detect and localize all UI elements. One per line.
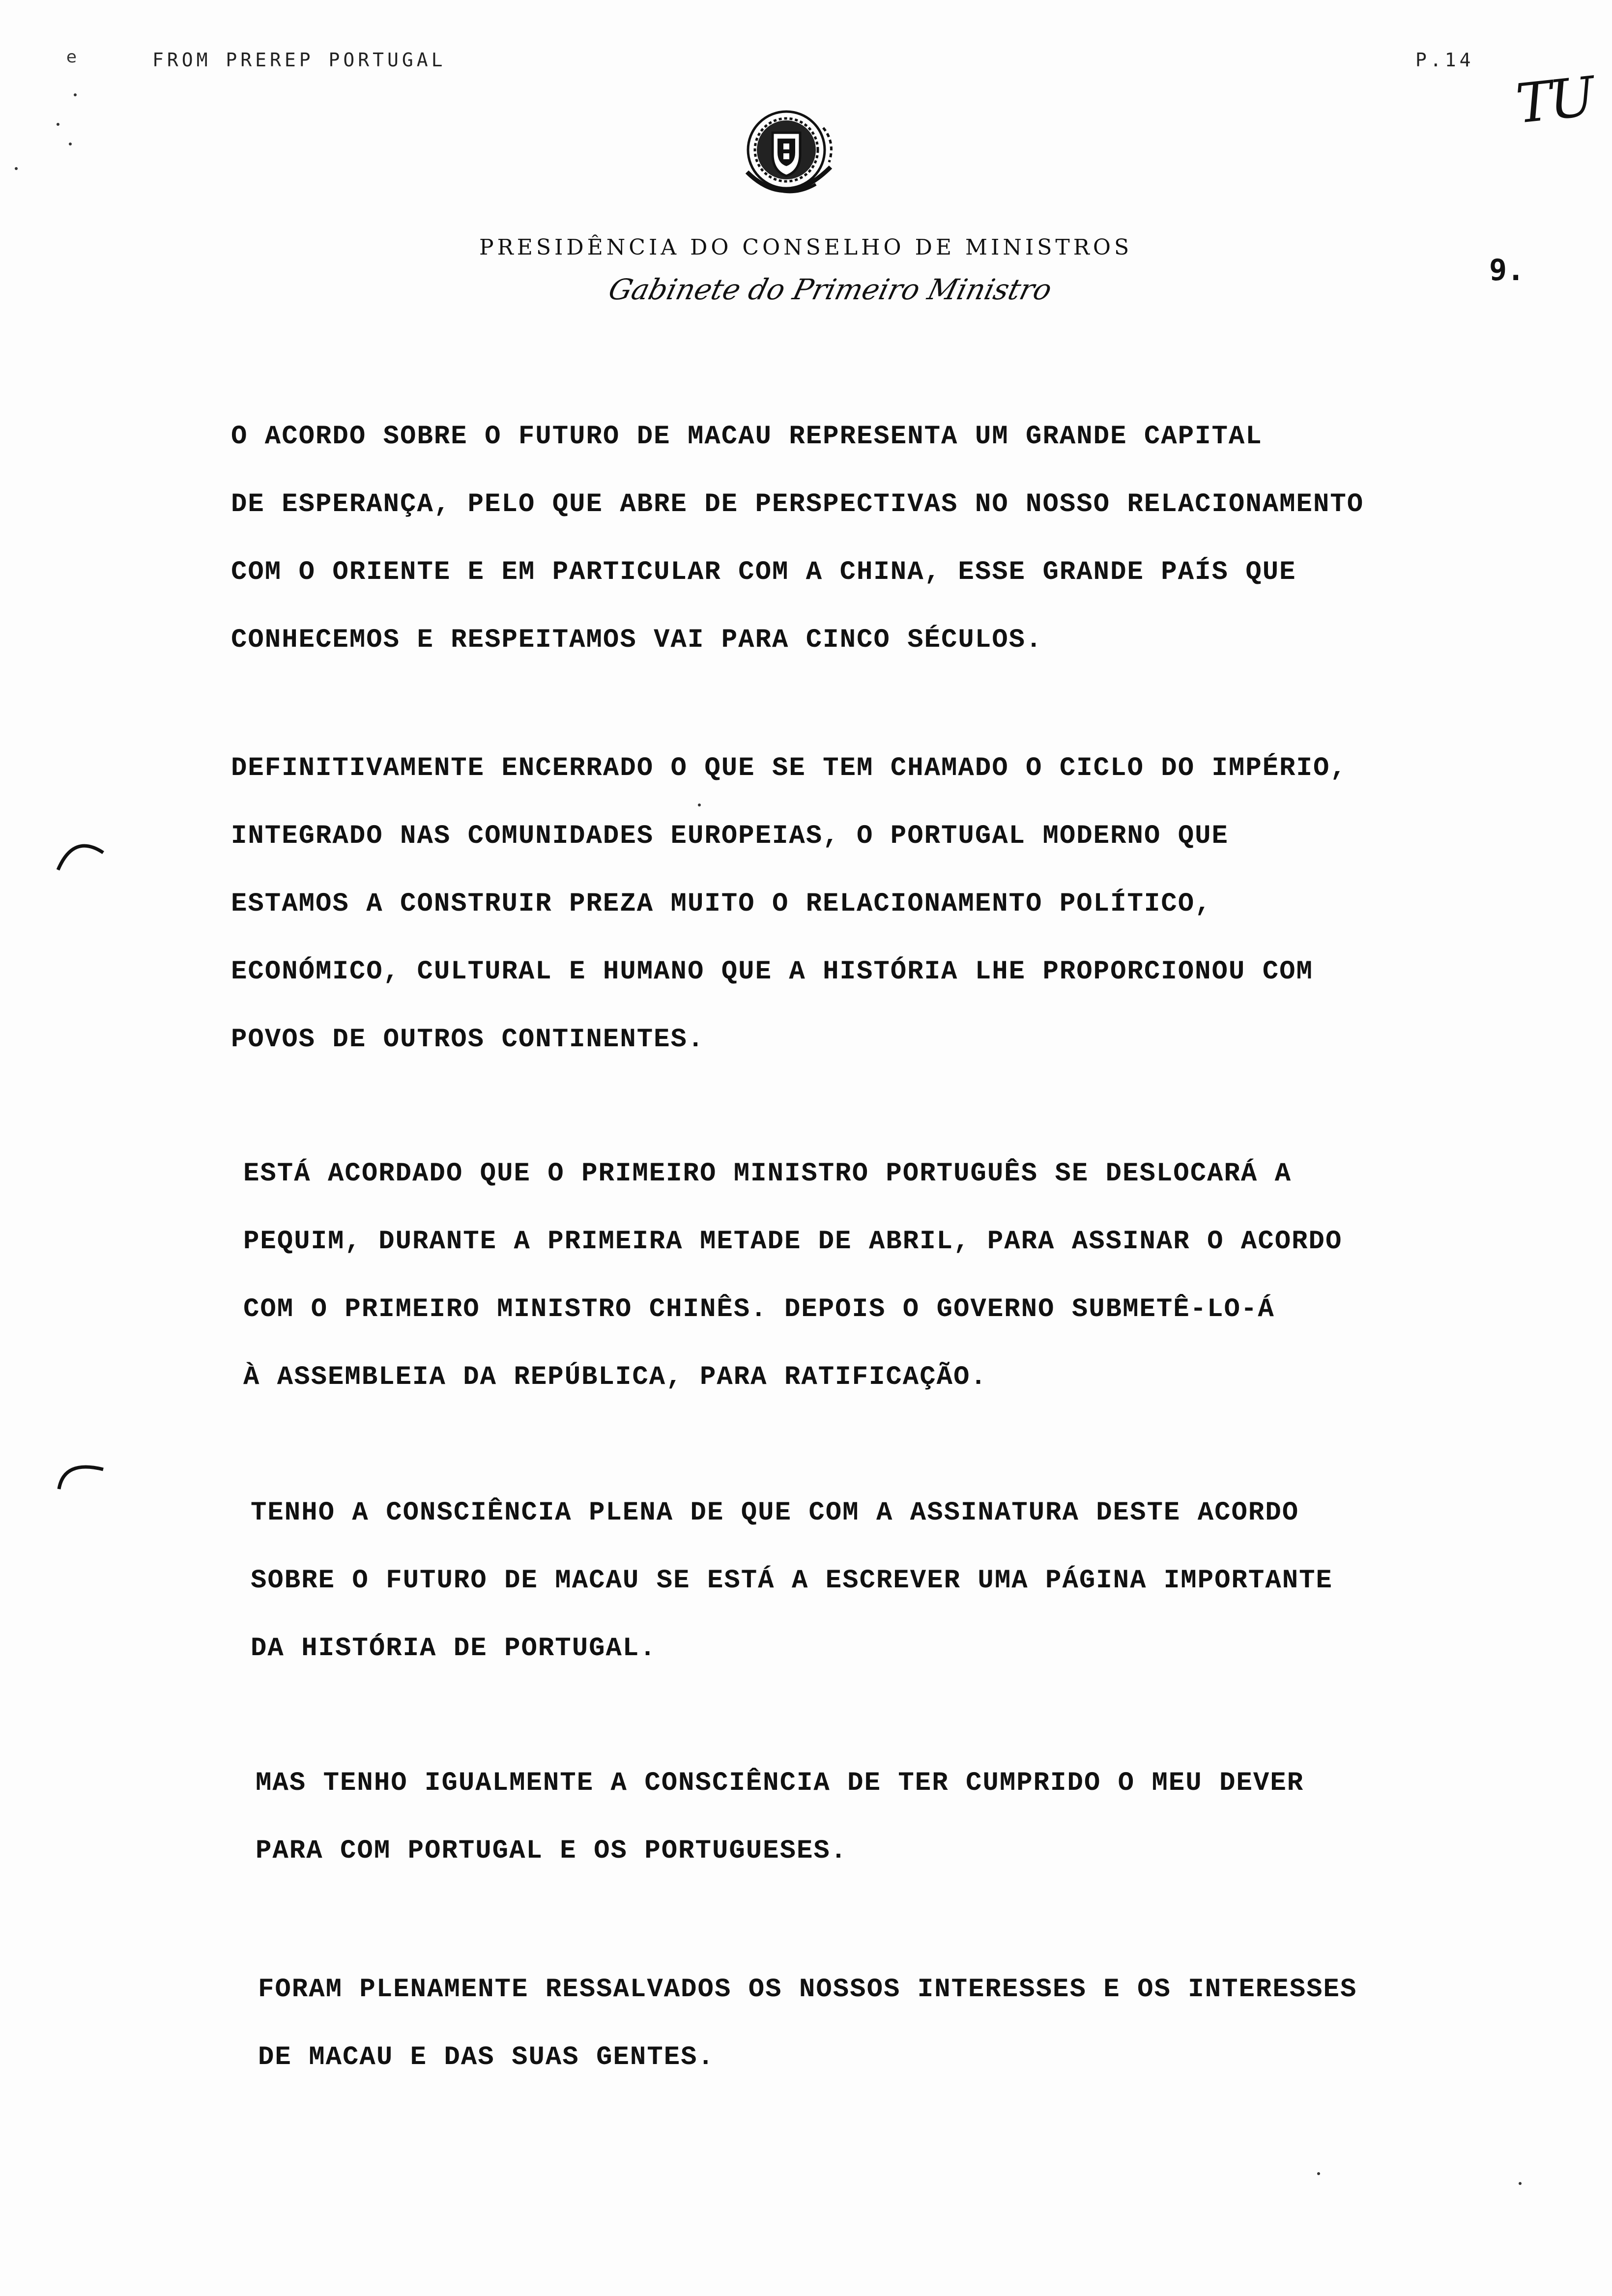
fax-header-from: FROM PREREP PORTUGAL bbox=[152, 49, 446, 71]
coat-of-arms-icon bbox=[727, 98, 855, 216]
text-line: COM O PRIMEIRO MINISTRO CHINÊS. DEPOIS O GOVERNO SUBMETÊ-LO-Á bbox=[243, 1294, 1275, 1324]
page-number: 9. bbox=[1489, 253, 1525, 287]
body-paragraph bbox=[231, 403, 1568, 674]
text-line: ECONÓMICO, CULTURAL E HUMANO QUE A HISTÓRIA LHE PROPORCIONOU COM bbox=[231, 957, 1313, 987]
text-line: INTEGRADO NAS COMUNIDADES EUROPEIAS, O PORTUGAL MODERNO QUE bbox=[231, 821, 1229, 851]
body-paragraph bbox=[256, 1750, 1592, 1885]
body-paragraph bbox=[258, 1956, 1595, 2092]
body-paragraph bbox=[251, 1479, 1587, 1683]
handwritten-annotation: TU bbox=[1513, 65, 1595, 136]
scan-speck bbox=[15, 167, 18, 170]
text-line: PEQUIM, DURANTE A PRIMEIRA METADE DE ABRIL, PARA ASSINAR O ACORDO bbox=[243, 1227, 1343, 1257]
text-line: SOBRE O FUTURO DE MACAU SE ESTÁ A ESCREVER UMA PÁGINA IMPORTANTE bbox=[251, 1566, 1333, 1596]
text-line: FORAM PLENAMENTE RESSALVADOS OS NOSSOS INTERESSES E OS INTERESSES bbox=[258, 1975, 1357, 2005]
scan-speck bbox=[1519, 2182, 1522, 2185]
letterhead-office: PRESIDÊNCIA DO CONSELHO DE MINISTROS bbox=[479, 235, 1133, 260]
text-line: DE ESPERANÇA, PELO QUE ABRE DE PERSPECTIVAS NO NOSSO RELACIONAMENTO bbox=[231, 489, 1364, 519]
scan-speck bbox=[1317, 2172, 1320, 2175]
text-line: DE MACAU E DAS SUAS GENTES. bbox=[258, 2042, 715, 2072]
margin-arc-mark bbox=[54, 831, 108, 875]
text-line: DA HISTÓRIA DE PORTUGAL. bbox=[251, 1634, 657, 1664]
text-line: MAS TENHO IGUALMENTE A CONSCIÊNCIA DE TER CUMPRIDO O MEU DEVER bbox=[256, 1768, 1304, 1798]
scan-speck bbox=[69, 143, 72, 145]
text-line: TENHO A CONSCIÊNCIA PLENA DE QUE COM A ASSINATURA DESTE ACORDO bbox=[251, 1498, 1299, 1528]
text-line: ESTÁ ACORDADO QUE O PRIMEIRO MINISTRO PORTUGUÊS SE DESLOCARÁ A bbox=[243, 1159, 1292, 1189]
text-line: CONHECEMOS E RESPEITAMOS VAI PARA CINCO SÉCULOS. bbox=[231, 625, 1043, 655]
fax-header-page: P.14 bbox=[1415, 49, 1474, 71]
text-line: COM O ORIENTE E EM PARTICULAR COM A CHINA, ESSE GRANDE PAÍS QUE bbox=[231, 557, 1296, 587]
text-line: POVOS DE OUTROS CONTINENTES. bbox=[231, 1025, 705, 1055]
text-line: PARA COM PORTUGAL E OS PORTUGUESES. bbox=[256, 1836, 848, 1866]
scan-speck bbox=[57, 123, 59, 126]
text-line: DEFINITIVAMENTE ENCERRADO O QUE SE TEM CHAMADO O CICLO DO IMPÉRIO, bbox=[231, 753, 1347, 783]
body-paragraph bbox=[243, 1140, 1580, 1411]
scan-speck bbox=[74, 93, 77, 96]
fax-header-glyph: e bbox=[66, 47, 77, 67]
text-line: O ACORDO SOBRE O FUTURO DE MACAU REPRESENTA UM GRANDE CAPITAL bbox=[231, 422, 1263, 452]
text-line: À ASSEMBLEIA DA REPÚBLICA, PARA RATIFICAÇÃO. bbox=[243, 1362, 987, 1392]
text-line: ESTAMOS A CONSTRUIR PREZA MUITO O RELACIONAMENTO POLÍTICO, bbox=[231, 889, 1212, 919]
body-paragraph bbox=[231, 735, 1568, 1074]
letterhead-sub-office: Gabinete do Primeiro Ministro bbox=[605, 273, 1056, 306]
margin-arc-mark bbox=[54, 1455, 108, 1499]
